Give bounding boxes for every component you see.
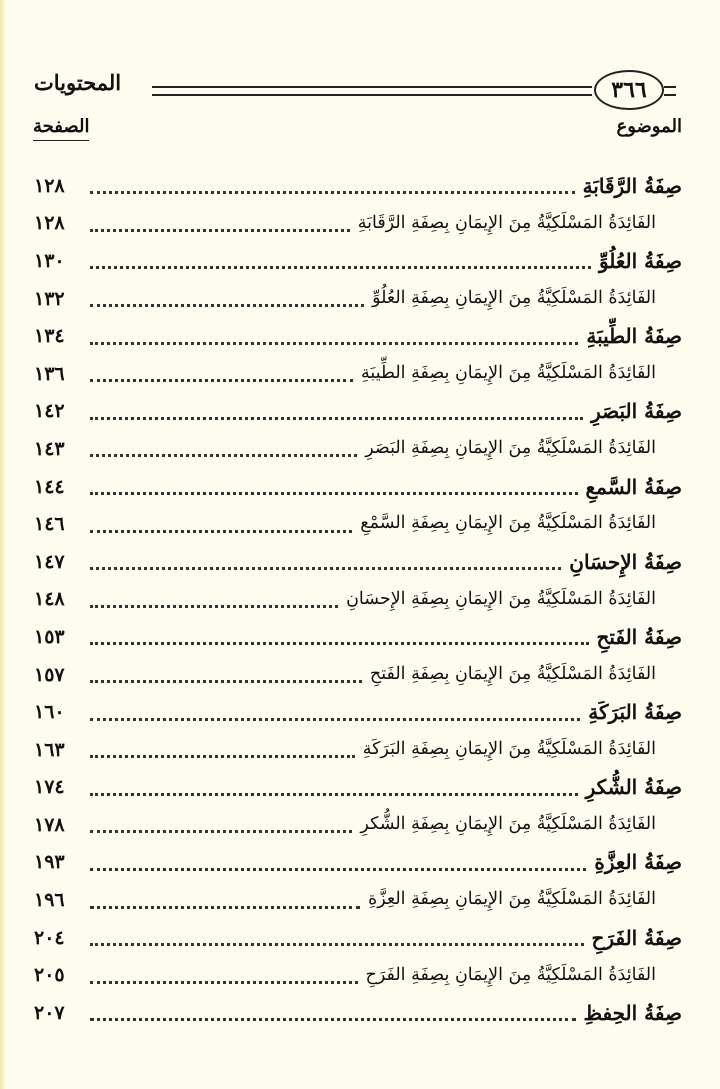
toc-entry-title: الفَائِدَةُ المَسْلَكِيَّةُ مِنَ الإِيمَانِ بِصِفَةِ العِزَّةِ bbox=[368, 889, 656, 910]
topic-column-label: الموضوع bbox=[616, 116, 682, 137]
toc-entry-page: ١٩٦ bbox=[34, 889, 65, 912]
toc-entry-page: ١٣٠ bbox=[34, 249, 65, 272]
dot-leader bbox=[90, 755, 355, 758]
toc-entry-page: ١٥٣ bbox=[34, 625, 65, 648]
dot-leader bbox=[90, 342, 578, 345]
page-header bbox=[34, 68, 674, 114]
dot-leader bbox=[90, 567, 561, 570]
toc-entry-title: الفَائِدَةُ المَسْلَكِيَّةُ مِنَ الإِيمَانِ بِصِفَةِ العُلُوِّ bbox=[372, 287, 656, 308]
toc-entry-page: ١٢٨ bbox=[34, 212, 65, 235]
toc-entry-title: صِفَةُ العُلُوِّ bbox=[598, 248, 682, 273]
toc-entry-title: صِفَةُ الفَتحِ bbox=[596, 624, 682, 649]
dot-leader bbox=[90, 981, 358, 984]
toc-entry-title: الفَائِدَةُ المَسْلَكِيَّةُ مِنَ الإِيمَانِ بِصِفَةِ الرَّقَابَةِ bbox=[357, 212, 656, 233]
dot-leader bbox=[90, 793, 578, 796]
dot-leader bbox=[90, 1018, 576, 1021]
toc-entry-title: الفَائِدَةُ المَسْلَكِيَّةُ مِنَ الإِيمَانِ بِصِفَةِ الإِحسَانِ bbox=[346, 588, 656, 609]
dot-leader bbox=[90, 605, 338, 608]
toc-entry-title: الفَائِدَةُ المَسْلَكِيَّةُ مِنَ الإِيمَانِ بِصِفَةِ السَّمْعِ bbox=[360, 513, 656, 534]
toc-entry-page: ١٤٦ bbox=[34, 513, 65, 536]
dot-leader bbox=[90, 642, 589, 645]
toc-entry[interactable] bbox=[34, 581, 682, 619]
toc-entry[interactable] bbox=[34, 656, 682, 694]
toc-entry-title: الفَائِدَةُ المَسْلَكِيَّةُ مِنَ الإِيمَانِ بِصِفَةِ البَصَرِ bbox=[365, 438, 656, 459]
toc-entry-title: صِفَةُ السَّمعِ bbox=[585, 474, 682, 499]
toc-entry[interactable] bbox=[34, 769, 682, 807]
toc-entry-title: صِفَةُ البَرَكَةِ bbox=[588, 700, 682, 725]
toc-entry[interactable] bbox=[34, 393, 682, 431]
toc-entry-title: الفَائِدَةُ المَسْلَكِيَّةُ مِنَ الإِيمَانِ بِصِفَةِ البَرَكَةِ bbox=[362, 738, 656, 759]
page-number: ٣٦٦ bbox=[594, 70, 664, 110]
toc-entry-title: صِفَةُ الشُّكرِ bbox=[585, 775, 682, 800]
toc-entry[interactable] bbox=[34, 430, 682, 468]
toc-entry[interactable] bbox=[34, 919, 682, 957]
dot-leader bbox=[90, 492, 578, 495]
dot-leader bbox=[90, 868, 586, 871]
toc-entry-page: ٢٠٥ bbox=[34, 964, 65, 987]
toc-entry[interactable] bbox=[34, 468, 682, 506]
toc-entry[interactable] bbox=[34, 956, 682, 994]
toc-entry-page: ١٦٣ bbox=[34, 738, 65, 761]
dot-leader bbox=[90, 906, 360, 909]
section-title: المحتويات bbox=[34, 70, 122, 95]
toc-entry-page: ٢٠٧ bbox=[34, 1001, 65, 1024]
page-column-label: الصفحة bbox=[33, 116, 90, 137]
toc-entry[interactable] bbox=[34, 994, 682, 1032]
toc-entry[interactable] bbox=[34, 280, 682, 318]
toc-entry-page: ١٤٣ bbox=[34, 437, 65, 460]
toc-entry-title: صِفَةُ الحِفظِ bbox=[583, 1000, 682, 1025]
toc-entry[interactable] bbox=[34, 806, 682, 844]
toc-entry[interactable] bbox=[34, 355, 682, 393]
toc-entry-title: الفَائِدَةُ المَسْلَكِيَّةُ مِنَ الإِيمَانِ بِصِفَةِ الفَتحِ bbox=[369, 663, 656, 684]
toc-entry-page: ١٢٨ bbox=[34, 174, 65, 197]
toc-entry[interactable] bbox=[34, 543, 682, 581]
toc-entry[interactable] bbox=[34, 618, 682, 656]
dot-leader bbox=[90, 943, 584, 946]
toc-entry[interactable] bbox=[34, 167, 682, 205]
toc-entry-title: صِفَةُ الفَرَحِ bbox=[591, 925, 682, 950]
toc-entry-page: ١٣٦ bbox=[34, 362, 65, 385]
toc-entry[interactable] bbox=[34, 505, 682, 543]
toc-entry[interactable] bbox=[34, 881, 682, 919]
toc-entry[interactable] bbox=[34, 317, 682, 355]
toc-entry-title: الفَائِدَةُ المَسْلَكِيَّةُ مِنَ الإِيمَانِ بِصِفَةِ الطِّيبَةِ bbox=[361, 363, 656, 384]
toc-entry-page: ١٦٠ bbox=[34, 701, 65, 724]
dot-leader bbox=[90, 530, 352, 533]
dot-leader bbox=[90, 830, 352, 833]
dot-leader bbox=[90, 680, 362, 683]
toc-entry-title: الفَائِدَةُ المَسْلَكِيَّةُ مِنَ الإِيمَانِ بِصِفَةِ الفَرَحِ bbox=[365, 964, 656, 985]
toc-entry[interactable] bbox=[34, 844, 682, 882]
dot-leader bbox=[90, 191, 575, 194]
toc-entry-title: صِفَةُ الرَّقَابَةِ bbox=[582, 173, 682, 198]
toc-entry-page: ١٤٢ bbox=[34, 400, 65, 423]
toc-entry-page: ١٤٨ bbox=[34, 588, 65, 611]
toc-entry-title: صِفَةُ البَصَرِ bbox=[591, 399, 682, 424]
toc-entry-page: ١٧٨ bbox=[34, 813, 65, 836]
toc-entry-title: صِفَةُ العِزَّةِ bbox=[594, 850, 682, 875]
header-rule bbox=[152, 86, 592, 96]
toc-entry[interactable] bbox=[34, 731, 682, 769]
page-edge bbox=[0, 0, 6, 1089]
toc-entry-page: ١٣٤ bbox=[34, 325, 65, 348]
dot-leader bbox=[90, 417, 583, 420]
toc-entry[interactable] bbox=[34, 205, 682, 243]
dot-leader bbox=[90, 718, 580, 721]
toc-entry-title: الفَائِدَةُ المَسْلَكِيَّةُ مِنَ الإِيمَانِ بِصِفَةِ الشُّكرِ bbox=[360, 814, 656, 835]
toc-entry-page: ١٤٧ bbox=[34, 550, 65, 573]
dot-leader bbox=[90, 266, 591, 269]
toc-entry[interactable] bbox=[34, 242, 682, 280]
toc-entry-page: ١٣٢ bbox=[34, 287, 65, 310]
toc-entry-page: ٢٠٤ bbox=[34, 926, 65, 949]
toc-entry-page: ١٥٧ bbox=[34, 663, 65, 686]
toc-entry-page: ١٧٤ bbox=[34, 776, 65, 799]
dot-leader bbox=[90, 304, 364, 307]
header-rule-end bbox=[664, 86, 676, 96]
table-of-contents bbox=[34, 167, 682, 1072]
toc-entry[interactable] bbox=[34, 693, 682, 731]
toc-entry-page: ١٤٤ bbox=[34, 475, 65, 498]
dot-leader bbox=[90, 229, 350, 232]
toc-entry-title: صِفَةُ الإِحسَانِ bbox=[569, 549, 682, 574]
toc-entry-page: ١٩٣ bbox=[34, 851, 65, 874]
toc-entry-title: صِفَةُ الطِّيبَةِ bbox=[586, 324, 682, 349]
dot-leader bbox=[90, 379, 353, 382]
dot-leader bbox=[90, 454, 357, 457]
